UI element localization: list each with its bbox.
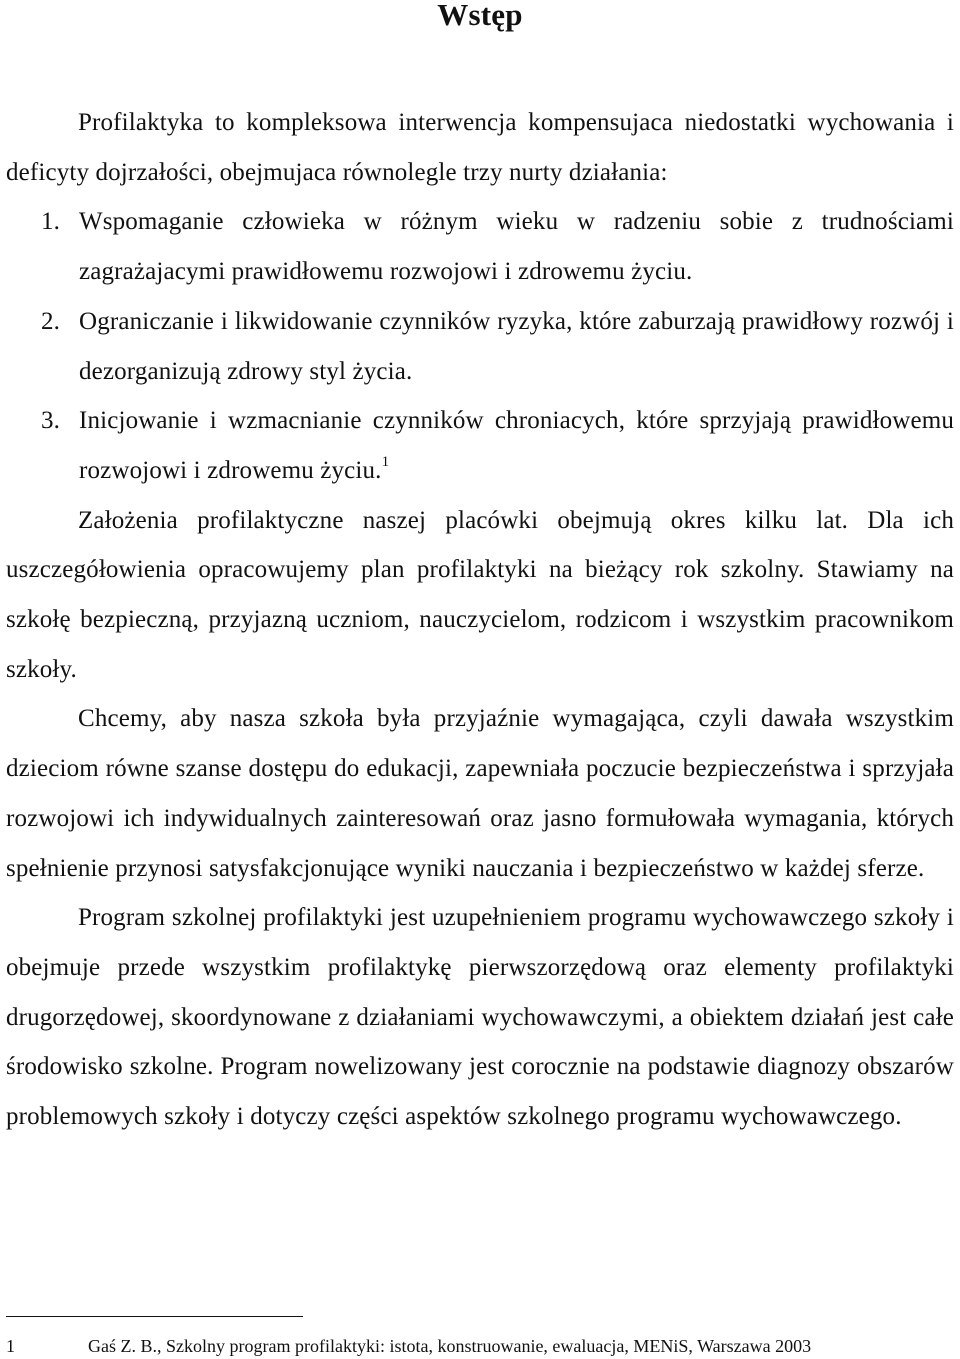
page-title: Wstęp: [437, 0, 523, 32]
document-page: [6, 0, 954, 1142]
footnote-reference[interactable]: 1: [381, 453, 390, 470]
list-item: [6, 396, 954, 495]
footnote-text: Gaś Z. B., Szkolny program profilaktyki: istota, konstruowanie, ewaluacja, MENiS, Warszawa 2003: [88, 1336, 812, 1356]
intro-paragraph: Profilaktyka to kompleksowa interwencja kompensujaca niedostatki wychowania i deficyty dojrzałości, obejmujaca równolegle trzy nurty działania:: [6, 109, 954, 186]
footnote-separator: [6, 1316, 303, 1317]
list-item-text: Wspomaganie człowieka w różnym wieku w radzeniu sobie z trudnościami zagrażajacymi prawidłowemu rozwojowi i zdrowemu życiu.: [79, 208, 954, 286]
paragraph-assumptions: Założenia profilaktyczne naszej placówki obejmują okres kilku lat. Dla ich uszczegółowienia opracowujemy plan profilaktyki na bieżący rok szkolny. Stawiamy na szkołę bezpieczną, przyjazną uczniom, nauczycielom, rodzicom i wszystkim pracownikom szkoły.: [6, 506, 954, 683]
list-item: [6, 297, 954, 396]
footnote: [6, 1334, 956, 1358]
action-list: [6, 197, 954, 495]
document-body: [6, 98, 954, 1142]
paragraph-program: Program szkolnej profilaktyki jest uzupełnieniem programu wychowawczego szkoły i obejmuje przede wszystkim profilaktykę pierwszorzędową oraz elementy profilaktyki drugorzędowej, skoordynowane z działaniami wychowawczymi, a obiektem działań jest całe środowisko szkolne. Program nowelizowany jest corocznie na podstawie diagnozy obszarów problemowych szkoły i dotyczy części aspektów szkolnego programu wychowawczego.: [6, 904, 954, 1131]
list-item-text: Ograniczanie i likwidowanie czynników ryzyka, które zaburzają prawidłowy rozwój i dezorganizują zdrowy styl życia.: [79, 307, 954, 385]
footnote-number: 1: [6, 1336, 15, 1356]
list-item-text: Inicjowanie i wzmacnianie czynników chroniacych, które sprzyjają prawidłowemu rozwojowi i zdrowemu życiu.: [79, 407, 954, 484]
list-item-number: 3.: [41, 407, 61, 435]
list-item-number: 1.: [41, 208, 61, 236]
list-item-number: 2.: [41, 307, 61, 335]
list-item: [6, 197, 954, 296]
paragraph-goals: Chcemy, aby nasza szkoła była przyjaźnie wymagająca, czyli dawała wszystkim dzieciom równe szanse dostępu do edukacji, zapewniała poczucie bezpieczeństwa i sprzyjała rozwojowi ich indywidualnych zainteresowań oraz jasno formułowała wymagania, których spełnienie przynosi satysfakcjonujące wyniki nauczania i bezpieczeństwo w każdej sferze.: [6, 705, 954, 882]
